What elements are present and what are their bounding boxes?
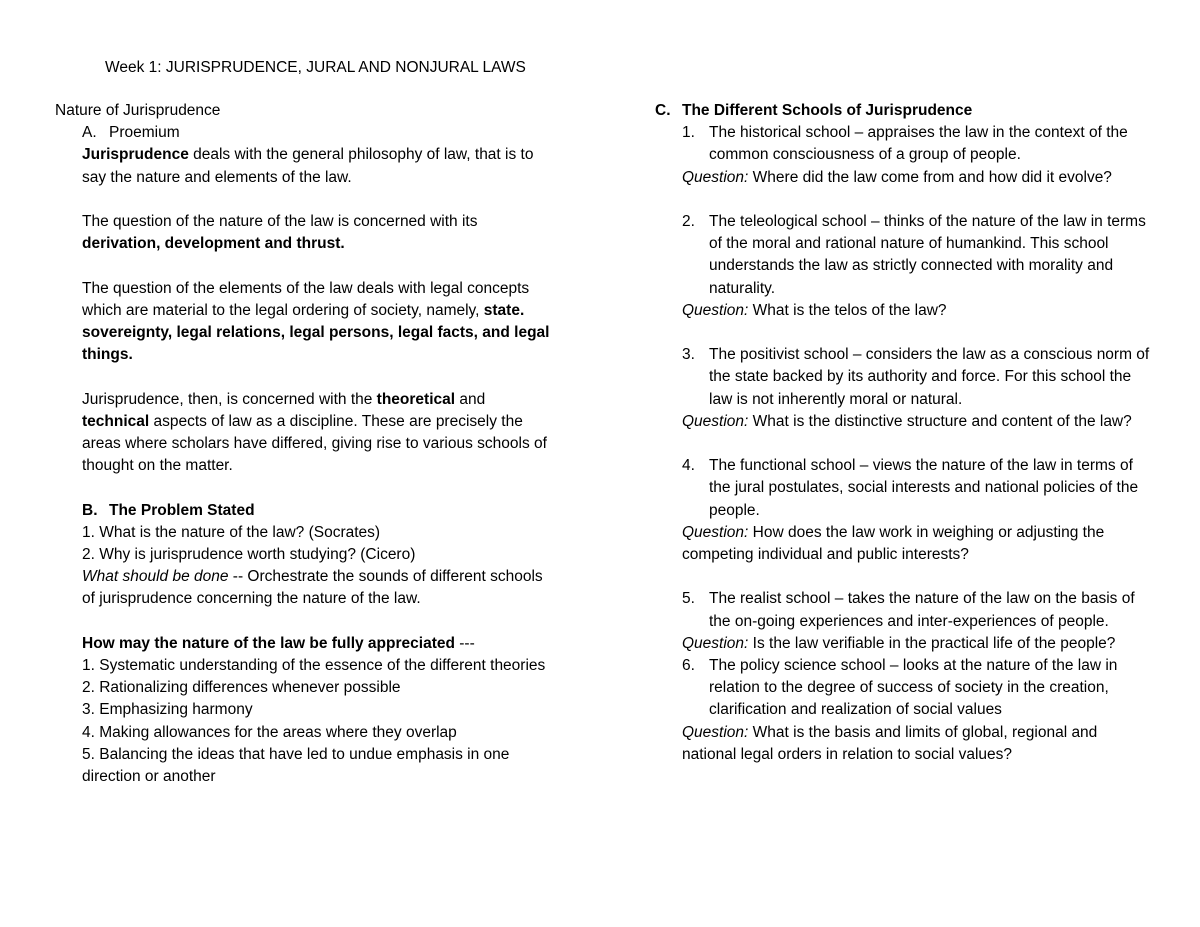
question-label: Question: [682,523,749,541]
school-item [655,122,1150,166]
list-item: 2. Rationalizing differences whenever possible [82,679,401,697]
emphasis-text: technical [82,412,150,430]
section-a-heading [55,122,555,144]
list-item: 3. Emphasizing harmony [82,701,253,719]
school-number: 6. [682,657,695,675]
school-question [655,411,1150,433]
paragraph-proemium-2 [55,211,555,255]
paragraph-text: deals with the general philosophy of law, that is to say the nature and elements of the law. [82,146,534,186]
paragraph-proemium-1 [55,144,555,188]
school-question [655,167,1150,189]
emphasis-text: state. sovereignty, legal relations, legal persons, legal facts, and legal things. [82,301,550,364]
school-number: 3. [682,346,695,364]
school-item [655,655,1150,722]
school-item [655,588,1150,632]
emphasis-text: derivation, development and thrust. [82,235,345,253]
term-jurisprudence: Jurisprudence [82,146,189,164]
section-b-heading [55,500,555,522]
question-text: What is the telos of the law? [748,301,947,319]
section-c-heading [655,100,1150,122]
list-item: 1. Systematic understanding of the essence of the different theories [82,657,546,674]
appreciate-heading [55,633,555,655]
question-text: Is the law verifiable in the practical life of the people? [748,634,1116,652]
school-text: The functional school – views the nature of the law in terms of the jural postulates, social interests and national policies of the people. [709,457,1139,519]
question-label: Question: [682,168,749,186]
question-label: Question: [682,412,749,430]
school-question [655,300,1150,322]
school-text: The policy science school – looks at the nature of the law in relation to the degree of success of society in the creation, clarification and realization of social values [709,657,1118,719]
paragraph-text: Jurisprudence, then, is concerned with the [82,390,377,408]
paragraph-proemium-4 [55,389,555,478]
paragraph-proemium-3 [55,278,555,367]
problem-question-1: 1. What is the nature of the law? (Socrates) [82,523,381,541]
school-number: 2. [682,213,695,230]
school-number: 4. [682,457,695,475]
question-label: Question: [682,301,749,319]
school-text: The teleological school – thinks of the nature of the law in terms of the moral and rational nature of humankind. This school understands the law as strictly connected with morality and naturality. [709,213,1146,297]
section-b-title: The Problem Stated [109,501,255,519]
list-item: 5. Balancing the ideas that have led to undue emphasis in one direction or another [82,745,510,786]
italic-label: What should be done [82,568,229,586]
right-column [655,100,1150,766]
document-title: Week 1: JURISPRUDENCE, JURAL AND NONJURAL LAWS [105,59,526,76]
question-text: What is the basis and limits of global, regional and national legal orders in relation to social values? [682,723,1098,763]
school-item [655,455,1150,522]
school-item [655,344,1150,411]
school-number: 1. [682,124,695,142]
emphasis-text: theoretical [376,390,456,408]
school-number: 5. [682,590,695,608]
problem-question-2: 2. Why is jurisprudence worth studying? (Cicero) [82,546,416,563]
section-a-label: A. [82,124,97,142]
paragraph-text: -- Orchestrate the sounds of different schools of jurisprudence concerning the nature of the law. [82,568,543,608]
question-label: Question: [682,634,749,652]
paragraph-text: aspects of law as a discipline. These are precisely the areas where scholars have differed, giving rise to various schools of thought on the matter. [82,412,547,475]
section-c-label: C. [655,102,671,119]
section-a-title: Proemium [109,124,180,142]
school-question [655,522,1150,566]
paragraph-text: The question of the elements of the law deals with legal concepts which are material to the legal ordering of society, namely, [82,279,530,319]
paragraph-text: The question of the nature of the law is concerned with its [82,213,478,230]
appreciate-heading-text: How may the nature of the law be fully appreciated [82,634,455,652]
school-text: The realist school – takes the nature of the law on the basis of the on-going experiences and inter-experiences of people. [709,590,1135,630]
school-question [655,633,1150,655]
left-column [55,100,555,788]
school-question [655,722,1150,766]
section-c-title: The Different Schools of Jurisprudence [682,102,973,119]
question-text: Where did the law come from and how did it evolve? [748,168,1112,186]
question-text: What is the distinctive structure and content of the law? [748,412,1132,430]
school-text: The positivist school – considers the law as a conscious norm of the state backed by its authority and force. For this school the law is not inherently moral or natural. [709,346,1150,408]
paragraph-text: and [455,390,486,408]
section-heading-nature: Nature of Jurisprudence [55,102,221,119]
list-item: 4. Making allowances for the areas where they overlap [82,723,457,741]
school-text: The historical school – appraises the law in the context of the common consciousness of a group of people. [709,124,1128,164]
question-text: How does the law work in weighing or adjusting the competing individual and public interests? [682,523,1105,564]
what-should-be-done [55,566,555,610]
question-label: Question: [682,723,749,741]
appreciate-heading-dashes: --- [454,634,475,652]
school-item [655,211,1150,300]
section-b-label: B. [82,501,98,519]
